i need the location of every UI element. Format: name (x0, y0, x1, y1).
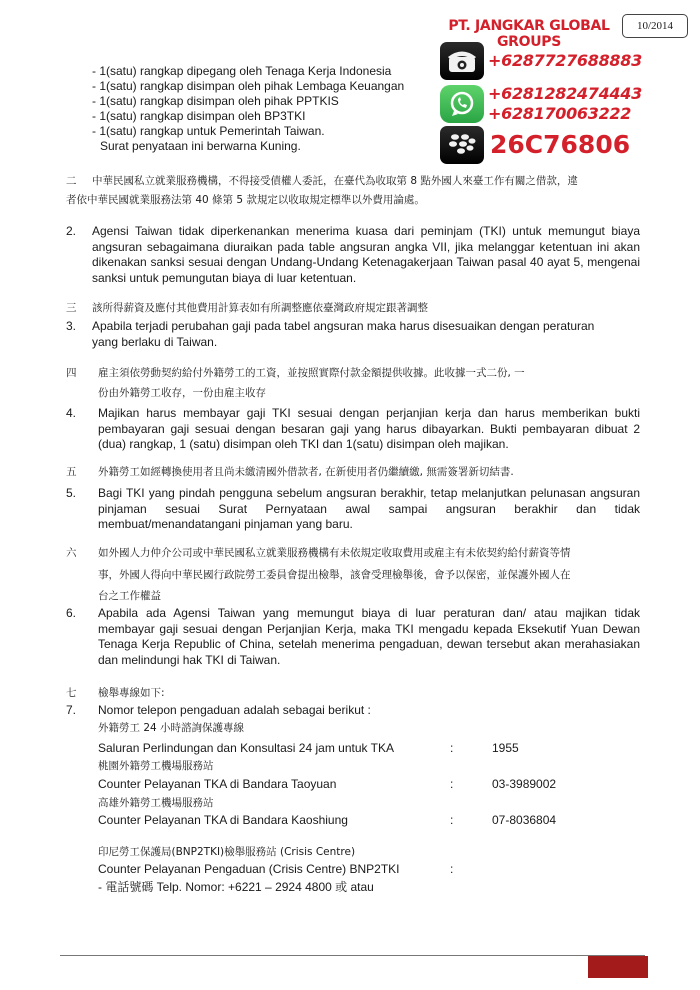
taoyuan-label-zh: 桃園外籍勞工機場服務站 (98, 760, 214, 772)
sec4-zh-number: 四 (66, 367, 77, 379)
sec3-text-1: Apabila terjadi perubahan gaji pada tabel angsuran maka harus disesuaikan dengan peraturan (92, 319, 595, 333)
sec3-number: 3. (66, 319, 77, 333)
sec2-zh-line-2: 者依中華民國就業服務法第 40 條第 5 款規定以收取規定標準以外費用論處。 (66, 194, 425, 206)
hotline-label-id: Saluran Perlindungan dan Konsultasi 24 jam untuk TKA (98, 741, 394, 755)
bbm-contact (440, 126, 630, 164)
copy-item-3: - 1(satu) rangkap disimpan oleh pihak PPTKIS (92, 94, 339, 108)
sec4-zh-line-1: 雇主須依勞動契約給付外籍勞工的工資，並按照實際付款金額提供收據。此收據一式二份, 一 (98, 367, 525, 379)
sec6-zh-line-2: 事，外國人得向中華民國行政院勞工委員會提出檢舉，該會受理檢舉後，會予以保密，並保護外國人在 (98, 569, 571, 581)
sec3-text-2: yang berlaku di Taiwan. (92, 335, 218, 349)
phone-number: +6287727688883 (488, 51, 642, 70)
kaohsiung-label-zh: 高雄外籍勞工機場服務站 (98, 797, 214, 809)
sec2-number: 2. (66, 224, 77, 238)
copy-item-2: - 1(satu) rangkap disimpan oleh pihak Lembaga Keuangan (92, 79, 405, 93)
taoyuan-colon: : (450, 777, 454, 791)
hotline-number: 1955 (492, 741, 519, 755)
phone-contact (440, 42, 642, 80)
sec2-text: Agensi Taiwan tidak diperkenankan menerima kuasa dari peminjam (TKI) untuk memungut biaya angsuran sebagaimana diuraikan pada table angsuran angka VII, jika melanggar ketentuan ini akan dikenakan sanksi sesuai dengan Undang-Undang Ketenagakerjaan Taiwan pasal 40 ayat 5, mengenai sanksi untuk pemungutan biaya di luar ketentuan. (92, 224, 640, 285)
sec2-zh-line-1: 中華民國私立就業服務機構，不得接受債權人委託，在臺代為收取第 8 點外國人來臺工作有關之借款，違 (92, 175, 578, 187)
sec5-number: 5. (66, 486, 77, 500)
footer-divider (60, 955, 645, 956)
sec5-zh-number: 五 (66, 466, 77, 478)
crisis-label-zh: 印尼勞工保護局(BNP2TKI)檢舉服務站 (Crisis Centre) (98, 846, 356, 858)
sec3-zh-number: 三 (66, 302, 77, 314)
taoyuan-label-id: Counter Pelayanan TKA di Bandara Taoyuan (98, 777, 337, 791)
sec4-text: Majikan harus membayar gaji TKI sesuai dengan perjanjian kerja dan harus memberikan bukti pembayaran gaji sesuai dengan besaran gaji yang harus dibayarkan. Bukti pembayaran dibuat 2 (dua) rangkap, 1 (satu) disimpan oleh TKI dan 1(satu) disimpan oleh majikan. (98, 406, 640, 451)
sec4-zh-line-2: 份由外籍勞工收存，一份由雇主收存 (98, 387, 266, 399)
crisis-colon: : (450, 862, 454, 876)
sec7-zh-line-1: 檢舉專線如下: (98, 687, 165, 699)
sec5-text: Bagi TKI yang pindah pengguna sebelum angsuran berakhir, tetap melanjutkan pelunasan angsuran pinjaman sesuai Surat Pernyataan awal sampai angsuran berakhir dan tidak membuat/menandatangani pinjaman yang baru. (98, 486, 640, 531)
copy-note: Surat penyataan ini berwarna Kuning. (100, 139, 301, 153)
sec6-zh-line-1: 如外國人力仲介公司或中華民國私立就業服務機構有未依規定收取費用或雇主有未依契約給付薪資等情 (98, 547, 571, 559)
sec6-number: 6. (66, 606, 77, 620)
copy-item-5: - 1(satu) rangkap untuk Pemerintah Taiwan. (92, 124, 325, 138)
crisis-label-id: Counter Pelayanan Pengaduan (Crisis Centre) BNP2TKI (98, 862, 400, 876)
sec6-zh-number: 六 (66, 547, 77, 559)
sec7-text: Nomor telepon pengaduan adalah sebagai berikut : (98, 703, 371, 717)
kaohsiung-label-id: Counter Pelayanan TKA di Bandara Kaoshiung (98, 813, 348, 827)
company-name: PT. JANGKAR GLOBAL GROUPS (448, 18, 610, 50)
crisis-telephone: - 電話號碼 Telp. Nomor: +6221 – 2924 4800 或 atau (98, 880, 374, 894)
taoyuan-number: 03-3989002 (492, 777, 557, 791)
whatsapp-number-1: +6281282474443 (488, 84, 642, 103)
sec5-zh-line-1: 外籍勞工如經轉換使用者且尚未繳清國外借款者, 在新使用者仍繼續繳, 無需簽署新切結書. (98, 466, 514, 478)
hotline-label-zh: 外籍勞工 24 小時諮詢保護專線 (98, 722, 245, 734)
whatsapp-contact (440, 84, 642, 124)
sec4-number: 4. (66, 406, 77, 420)
kaohsiung-number: 07-8036804 (492, 813, 557, 827)
sec3-zh-line-1: 該所得薪資及應付其他費用計算表如有所調整應依臺灣政府規定跟著調整 (92, 302, 428, 314)
telephone-icon (440, 42, 484, 80)
whatsapp-icon (440, 85, 484, 123)
sec2-zh-number: 二 (66, 175, 77, 187)
kaohsiung-colon: : (450, 813, 454, 827)
blackberry-icon (440, 126, 484, 164)
sec7-zh-number: 七 (66, 687, 77, 699)
whatsapp-number-2: +628170063222 (488, 104, 632, 123)
hotline-colon: : (450, 741, 454, 755)
copy-item-1: - 1(satu) rangkap dipegang oleh Tenaga Kerja Indonesia (92, 64, 392, 78)
sec6-zh-line-3: 台之工作權益 (98, 590, 161, 602)
sec7-number: 7. (66, 703, 77, 717)
bbm-pin: 26C76806 (490, 130, 631, 159)
copy-item-4: - 1(satu) rangkap disimpan oleh BP3TKI (92, 109, 306, 123)
sec6-text: Apabila ada Agensi Taiwan yang memungut biaya di luar peraturan dan/ atau majikan tidak membayar gaji sesuai dengan Perjanjian Kerja, maka TKI mengadu kepada Eksekutif Yuan Dewan Tenaga Kerja Republic of China, setelah menerima pengaduan, dewan tersebut akan merahasiakan dan melindungi hak TKI di Taiwan. (98, 606, 640, 667)
footer-accent-block (588, 956, 648, 978)
page-code-badge: 10/2014 (622, 14, 688, 38)
